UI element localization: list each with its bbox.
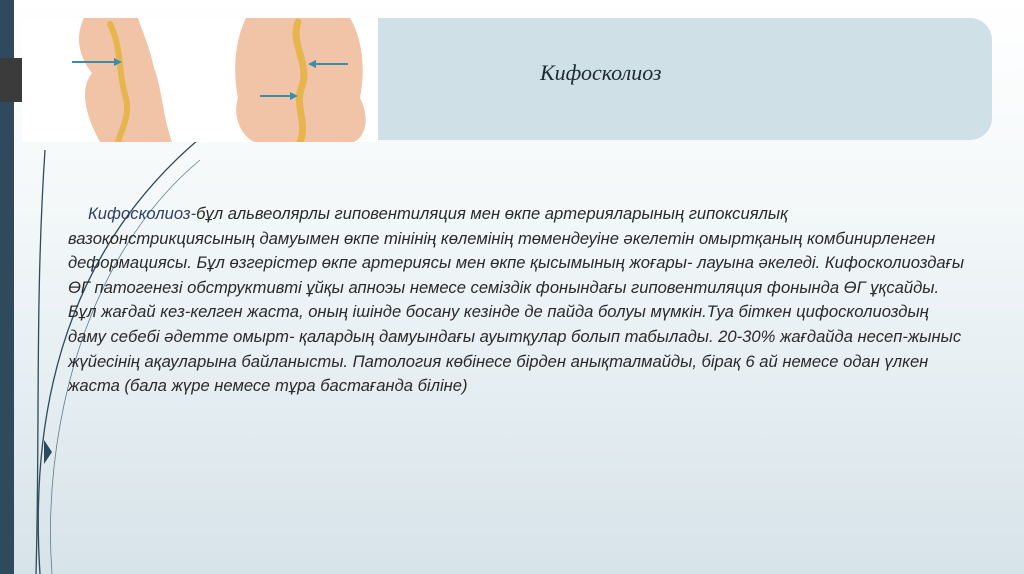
lead-term: Кифосколиоз- — [88, 204, 197, 223]
slide-title: Кифосколиоз — [540, 60, 662, 85]
header-panel — [378, 18, 992, 140]
spine-side-view-illustration — [72, 18, 172, 142]
spine-illustration — [22, 18, 378, 142]
arrow-marker — [44, 440, 52, 464]
spine-back-view-illustration — [235, 18, 365, 142]
slide-body — [68, 202, 968, 399]
body-text: бұл альвеолярлы гиповентиляция мен өкпе артерияларының гипоксиялық вазоконстрикциясының дамуымен өкпе тінінің көлемінің төмендеуіне әкелетін омыртқаның комбинирленген деформациясы. Бұл өзгерістер өкпе артериясы мен өкпе қысымының жоғары- лауына әкеледі. Кифосколиоздағы ӨГ патогенезі обструктивті ұйқы апноэы немесе семіздік фонындағы гиповентиляция фонында ӨГ ұқсайды. Бұл жағдай кез-келген жаста, оның ішінде босану кезінде де пайда болуы мүмкін.Туа біткен цифосколиоздың даму себебі әдетте омырт- қалардың дамуындағы ауытқулар болып табылады. 20-30% жағдайда несеп-жыныс жүйесінің ақауларына байланысты. Патология көбінесе бірден анықталмайды, бірақ 6 ай немесе одан үлкен жаста (бала жүре немесе тұра бастағанда біліне) — [68, 204, 965, 396]
